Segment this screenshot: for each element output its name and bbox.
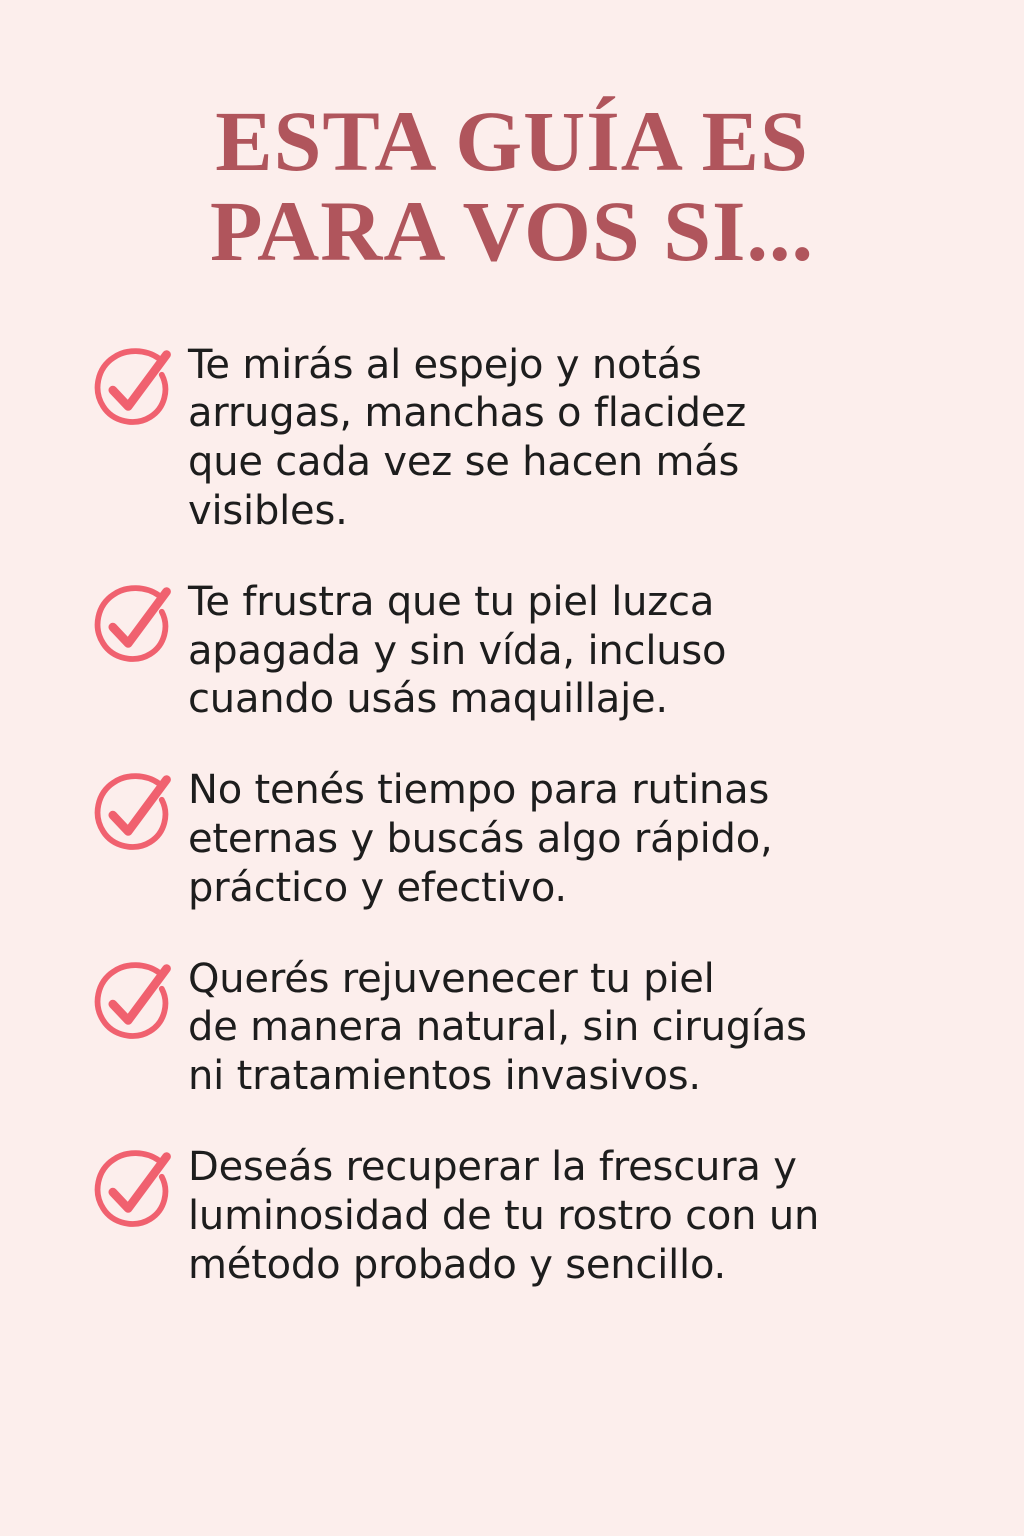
- list-item-line: No tenés tiempo para rutinas: [188, 767, 770, 814]
- check-circle-icon: [84, 949, 188, 1055]
- list-item-line: arrugas, manchas o flacidez: [188, 390, 747, 437]
- check-circle-icon: [84, 1137, 188, 1243]
- check-circle-icon: [84, 335, 188, 441]
- list-item-line: Te frustra que tu piel luzca: [188, 578, 715, 625]
- list-item: [84, 949, 976, 1101]
- check-circle-icon: [84, 760, 188, 866]
- list-item-line: Te mirás al espejo y notás: [188, 341, 702, 388]
- check-circle-icon: [84, 572, 188, 678]
- page-title-line-1: ESTA GUÍA ES: [215, 93, 809, 189]
- list-item-text: [188, 949, 976, 1101]
- list-item-line: apagada y sin vída, incluso: [188, 627, 727, 674]
- benefits-list: [0, 335, 1024, 1290]
- list-item-line: luminosidad de tu rostro con un: [188, 1192, 820, 1239]
- list-item-line: método probado y sencillo.: [188, 1241, 727, 1288]
- list-item-line: cuando usás maquillaje.: [188, 676, 668, 723]
- list-item-line: visibles.: [188, 487, 348, 534]
- list-item-text: [188, 572, 976, 724]
- list-item: [84, 1137, 976, 1289]
- list-item-line: práctico y efectivo.: [188, 864, 567, 911]
- list-item: [84, 760, 976, 912]
- list-item-line: de manera natural, sin cirugías: [188, 1004, 807, 1051]
- page-title: [0, 0, 1024, 280]
- list-item-line: eternas y buscás algo rápido,: [188, 815, 773, 862]
- list-item-text: [188, 760, 976, 912]
- list-item-line: Querés rejuvenecer tu piel: [188, 955, 715, 1002]
- list-item-text: [188, 1137, 976, 1289]
- list-item: [84, 335, 976, 536]
- list-item-line: que cada vez se hacen más: [188, 439, 740, 486]
- list-item-text: [188, 335, 976, 536]
- list-item-line: ni tratamientos invasivos.: [188, 1053, 701, 1100]
- list-item: [84, 572, 976, 724]
- list-item-line: Deseás recuperar la frescura y: [188, 1143, 797, 1190]
- page-title-line-2: PARA VOS SI...: [209, 183, 815, 280]
